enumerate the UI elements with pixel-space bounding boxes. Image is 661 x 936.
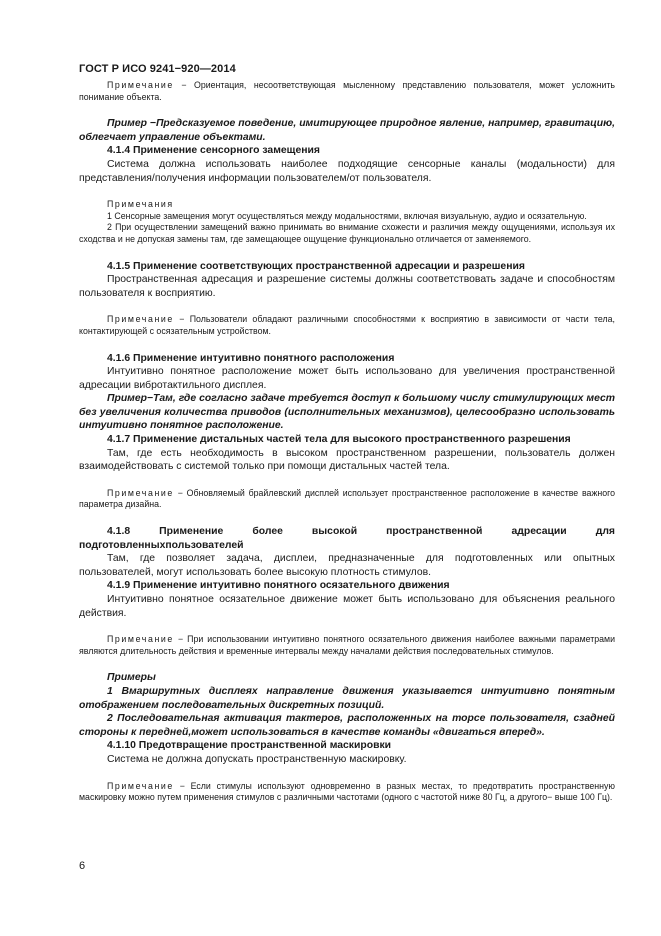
notes-label: Примечания (107, 199, 174, 210)
examples-label: Примеры (107, 672, 156, 684)
example-item-1: 1 Вмаршрутных дисплеях направление движения указывается интуитивно понятным отображением последовательных дискретных позиций. (79, 685, 615, 711)
section-text-4-1-4: Система должна использовать наиболее подходящие сенсорные каналы (модальности) для представления/получения информации пользователем/от пользователя. (79, 158, 615, 184)
note-label: Примечание (107, 80, 174, 90)
note-label: Примечание (107, 487, 174, 498)
note (79, 634, 615, 657)
page-number: 6 (79, 860, 86, 872)
section-text-4-1-7: Там, где есть необходимость в высоком пространственном разрешении, пользователь должен взаимодействовать с системой только при помощи дистальных частей тела. (79, 447, 615, 473)
section-heading-4-1-9: 4.1.9 Применение интуитивно понятного осязательного движения (107, 580, 450, 592)
note-label: Примечание (107, 780, 174, 791)
section-heading-4-1-6: 4.1.6 Применение интуитивно понятного расположения (107, 352, 395, 364)
note-text: − Пользователи обладают различными способностями к восприятию в зависимости от части тела, контактирующей с осязательным устройством. (79, 314, 615, 336)
section-text-4-1-8: Там, где позволяет задача, дисплеи, предназначенные для подготовленных или опытных пользователей, могут использовать более высокую плотность стимулов. (79, 553, 615, 578)
section-text-4-1-5: Пространственная адресация и разрешение системы должны соответствовать задаче и способностям пользователя к восприятию. (79, 274, 615, 299)
document-body (79, 80, 615, 804)
section-heading-4-1-7: 4.1.7 Применение дистальных частей тела для высокого пространственного разрешения (107, 434, 571, 446)
example-paragraph: Пример −Предсказуемое поведение, имитирующее природное явление, например, гравитацию, облегчает управление объектами. (79, 118, 615, 143)
note-label: Примечание (107, 314, 174, 325)
section-heading-4-1-8: 4.1.8 Применение более высокой пространственной адресации для подготовленныхпользователей (79, 526, 615, 551)
note-item-1: 1 Сенсорные замещения могут осуществляться между модальностями, включая визуальную, аудио и осязательную. (107, 210, 587, 221)
note-text: − При использовании интуитивно понятного осязательного движения наиболее важными параметрами являются длительность действия и временные интервалы между началами действия последовательных стимулов. (79, 634, 615, 656)
note (79, 781, 615, 804)
example-paragraph: Пример−Там, где согласно задаче требуется доступ к большому числу стимулирующих мест без увеличения количества приводов (исполнительных механизмов), целесообразно использовать интуитивно понятное расположение. (79, 393, 615, 432)
note-item-2: 2 При осуществлении замещений важно принимать во внимание схожести и различия между ощущениями, используя их сходства и не допуская замены там, где замещающее ощущение функционально отличается от заменяемого. (79, 222, 615, 244)
section-heading-4-1-10: 4.1.10 Предотвращение пространственной маскировки (107, 740, 392, 752)
section-text-4-1-6: Интуитивно понятное расположение может быть использовано для увеличения пространственной адресации вибротактильного дисплея. (79, 366, 615, 391)
note (79, 314, 615, 337)
note-text: − Если стимулы используют одновременно в разных местах, то предотвратить пространственную маскировку можно путем применения стимулов с различными частотами (одного с частотой ниже 80 Гц, а другого− выше 100 Гц). (79, 780, 615, 803)
note (79, 80, 615, 103)
document-header: ГОСТ Р ИСО 9241−920—2014 (79, 63, 236, 75)
note (79, 488, 615, 511)
note-text: − Ориентация, несоответствующая мысленному представлению пользователя, может усложнить понимание объекта. (79, 80, 615, 102)
example-item-2: 2 Последовательная активация тактеров, расположенных на торсе пользователя, сзадней стороны к передней,может использоваться в качестве команды «двигаться вперед». (79, 713, 615, 738)
section-text-4-1-9: Интуитивно понятное осязательное движение может быть использовано для объяснения реального действия. (79, 594, 615, 619)
section-heading-4-1-4: 4.1.4 Применение сенсорного замещения (107, 145, 320, 157)
section-heading-4-1-5: 4.1.5 Применение соответствующих пространственной адресации и разрешения (107, 260, 525, 272)
note-text: − Обновляемый брайлевский дисплей использует пространственное расположение в качестве важного параметра дизайна. (79, 487, 615, 510)
note-label: Примечание (107, 634, 174, 645)
section-text-4-1-10: Система не должна допускать пространственную маскировку. (107, 753, 407, 765)
